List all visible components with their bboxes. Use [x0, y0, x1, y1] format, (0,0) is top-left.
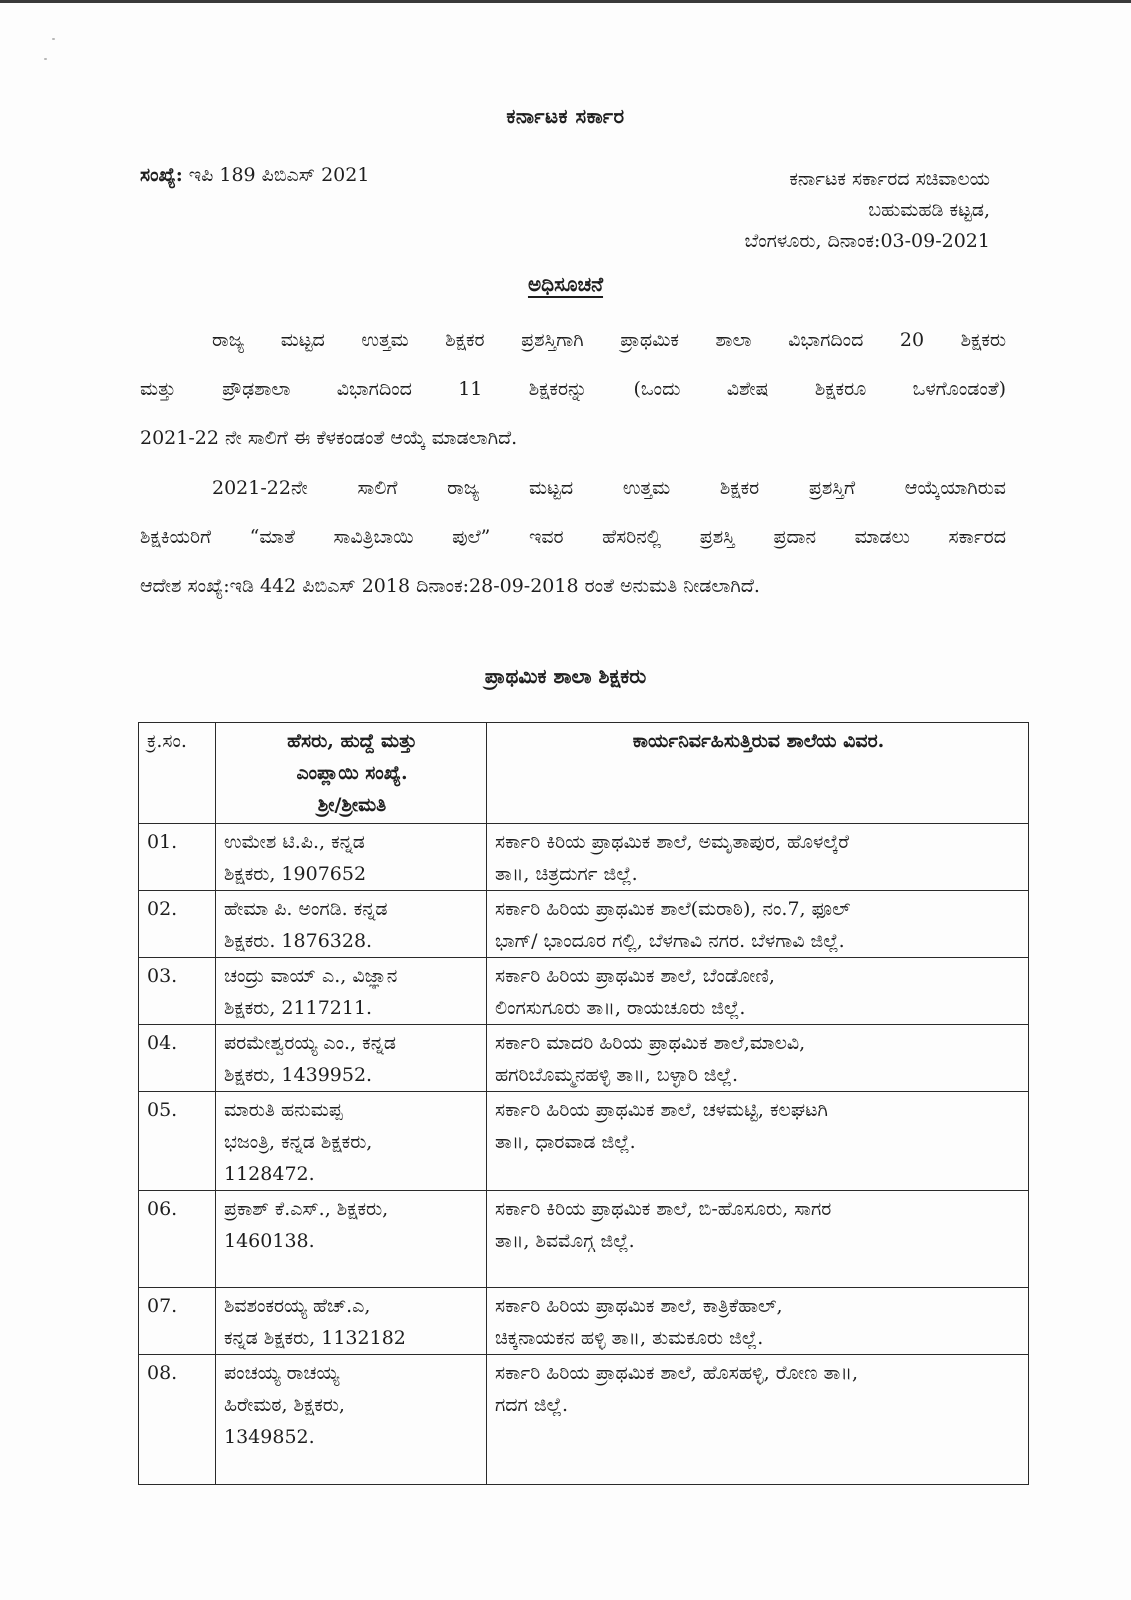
school-cell — [487, 1288, 1029, 1355]
table-row — [139, 1092, 1029, 1191]
name-line: ಭಜಂತ್ರಿ, ಕನ್ನಡ ಶಿಕ್ಷಕರು, — [224, 1131, 373, 1153]
school-cell — [487, 958, 1029, 1025]
school-line: ಲಿಂಗಸುಗೂರು ತಾ॥, ರಾಯಚೂರು ಜಿಲ್ಲೆ. — [495, 997, 746, 1019]
table-row — [139, 958, 1029, 1025]
name-line: ಹೇಮಾ ಪಿ. ಅಂಗಡಿ. ಕನ್ನಡ — [224, 898, 388, 920]
teachers-table — [138, 722, 1029, 1485]
serial-cell: 02. — [139, 891, 216, 958]
name-cell — [216, 1092, 487, 1191]
paragraph-line: 2021-22ನೇ ಸಾಲಿಗೆ ರಾಜ್ಯ ಮಟ್ಟದ ಉತ್ತಮ ಶಿಕ್ಷಕರ ಪ್ರಶಸ್ತಿಗೆ ಆಯ್ಕೆಯಾಗಿರುವ — [212, 477, 1006, 499]
name-line: 1349852. — [224, 1426, 315, 1448]
name-line: ಶಿಕ್ಷಕರು, 1439952. — [224, 1064, 373, 1086]
paragraph-line: 2021-22 ನೇ ಸಾಲಿಗೆ ಈ ಕೆಳಕಂಡಂತೆ ಆಯ್ಕೆ ಮಾಡಲಾಗಿದೆ. — [140, 427, 518, 449]
school-cell — [487, 1025, 1029, 1092]
serial-cell: 03. — [139, 958, 216, 1025]
office-line: ಬಹುಮಹಡಿ ಕಟ್ಟಡ, — [868, 199, 990, 221]
school-line: ಚಿಕ್ಕನಾಯಕನ ಹಳ್ಳಿ ತಾ॥, ತುಮಕೂರು ಜಿಲ್ಲೆ. — [495, 1327, 764, 1349]
paragraph-line: ರಾಜ್ಯ ಮಟ್ಟದ ಉತ್ತಮ ಶಿಕ್ಷಕರ ಪ್ರಶಸ್ತಿಗಾಗಿ ಪ್ರಾಥಮಿಕ ಶಾಲಾ ವಿಭಾಗದಿಂದ 20 ಶಿಕ್ಷಕರು — [212, 329, 1006, 351]
name-cell — [216, 824, 487, 891]
name-line: ಕನ್ನಡ ಶಿಕ್ಷಕರು, 1132182 — [224, 1327, 406, 1349]
paragraph-award-name — [140, 464, 1006, 611]
name-cell — [216, 958, 487, 1025]
school-line: ತಾ॥, ಶಿವಮೊಗ್ಗ ಜಿಲ್ಲೆ. — [495, 1230, 635, 1252]
header-school: ಕಾರ್ಯನಿರ್ವಹಿಸುತ್ತಿರುವ ಶಾಲೆಯ ವಿವರ. — [487, 723, 1029, 824]
office-date-line: ಬೆಂಗಳೂರು, ದಿನಾಂಕ:03-09-2021 — [744, 230, 990, 252]
name-line: ಚಂದ್ರು ವಾಯ್ ಎ., ವಿಜ್ಞಾನ — [224, 965, 398, 987]
name-line: ಪಂಚಯ್ಯ ರಾಚಯ್ಯ — [224, 1362, 340, 1384]
name-line: ಶಿಕ್ಷಕರು. 1876328. — [224, 930, 373, 952]
school-line: ಗದಗ ಜಿಲ್ಲೆ. — [495, 1394, 569, 1416]
name-line: ಪ್ರಕಾಶ್ ಕೆ.ಎಸ್., ಶಿಕ್ಷಕರು, — [224, 1198, 389, 1220]
table-row — [139, 1288, 1029, 1355]
table-row — [139, 891, 1029, 958]
name-line: ಶಿಕ್ಷಕರು, 2117211. — [224, 997, 373, 1019]
paragraph-line: ಆದೇಶ ಸಂಖ್ಯೆ:ಇಡಿ 442 ಪಿಬಿಎಸ್ 2018 ದಿನಾಂಕ:28-09-2018 ರಂತೆ ಅನುಮತಿ ನೀಡಲಾಗಿದೆ. — [140, 575, 760, 597]
table-row — [139, 1355, 1029, 1485]
school-line: ತಾ॥, ಚಿತ್ರದುರ್ಗ ಜಿಲ್ಲೆ. — [495, 863, 638, 885]
name-line: 1460138. — [224, 1230, 315, 1252]
school-line: ಸರ್ಕಾರಿ ಹಿರಿಯ ಪ್ರಾಥಮಿಕ ಶಾಲೆ(ಮರಾಠಿ), ನಂ.7, ಫೂಲ್ — [495, 898, 851, 920]
table-row — [139, 1025, 1029, 1092]
scan-speck — [44, 58, 47, 60]
order-number-value: ಇಪಿ 189 ಪಿಬಿಎಸ್ 2021 — [188, 164, 370, 186]
school-line: ಸರ್ಕಾರಿ ಹಿರಿಯ ಪ್ರಾಥಮಿಕ ಶಾಲೆ, ಚಳಮಟ್ಟಿ, ಕಲಘಟಗಿ — [495, 1099, 828, 1121]
scan-speck — [52, 38, 55, 40]
order-number — [140, 164, 369, 186]
section-title: ಪ್ರಾಥಮಿಕ ಶಾಲಾ ಶಿಕ್ಷಕರು — [484, 664, 647, 688]
name-line: ಮಾರುತಿ ಹನುಮಪ್ಪ — [224, 1099, 343, 1121]
school-line: ಸರ್ಕಾರಿ ಹಿರಿಯ ಪ್ರಾಥಮಿಕ ಶಾಲೆ, ಹೊಸಹಳ್ಳಿ, ರೋಣ ತಾ॥, — [495, 1362, 859, 1384]
school-cell — [487, 891, 1029, 958]
school-cell — [487, 1191, 1029, 1288]
header-name — [216, 723, 487, 824]
serial-cell: 06. — [139, 1191, 216, 1288]
name-cell — [216, 1025, 487, 1092]
serial-cell: 01. — [139, 824, 216, 891]
school-line: ಭಾಗ್/ ಭಾಂದೂರ ಗಲ್ಲಿ, ಬೆಳಗಾವಿ ನಗರ. ಬೆಳಗಾವಿ ಜಿಲ್ಲೆ. — [495, 930, 845, 952]
name-line: ಶಿಕ್ಷಕರು, 1907652 — [224, 863, 367, 885]
school-line: ಸರ್ಕಾರಿ ಹಿರಿಯ ಪ್ರಾಥಮಿಕ ಶಾಲೆ, ಬೆಂಡೋಣಿ, — [495, 965, 775, 987]
school-line: ಹಗರಿಬೊಮ್ಮನಹಳ್ಳಿ ತಾ॥, ಬಳ್ಳಾರಿ ಜಿಲ್ಲೆ. — [495, 1064, 739, 1086]
school-cell — [487, 1355, 1029, 1485]
name-line: 1128472. — [224, 1163, 315, 1185]
header-name-line: ಶ್ರೀ/ಶ್ರೀಮತಿ — [317, 794, 387, 816]
office-line: ಕರ್ನಾಟಕ ಸರ್ಕಾರದ ಸಚಿವಾಲಯ — [789, 168, 990, 190]
header-name-line: ಹೆಸರು, ಹುದ್ದೆ ಮತ್ತು — [287, 730, 417, 752]
name-line: ಉಮೇಶ ಟಿ.ಪಿ., ಕನ್ನಡ — [224, 831, 365, 853]
name-cell — [216, 1191, 487, 1288]
paragraph-line: ಮತ್ತು ಪ್ರೌಢಶಾಲಾ ವಿಭಾಗದಿಂದ 11 ಶಿಕ್ಷಕರನ್ನು (ಒಂದು ವಿಶೇಷ ಶಿಕ್ಷಕರೂ ಒಳಗೊಂಡಂತೆ) — [140, 378, 1006, 400]
office-address — [660, 164, 990, 257]
school-line: ಸರ್ಕಾರಿ ಹಿರಿಯ ಪ್ರಾಥಮಿಕ ಶಾಲೆ, ಕಾತ್ರಿಕೆಹಾಲ್, — [495, 1295, 783, 1317]
header-serial: ಕ್ರ.ಸಂ. — [139, 723, 216, 824]
school-cell — [487, 824, 1029, 891]
notification-title-text: ಅಧಿಸೂಚನೆ — [527, 272, 604, 296]
name-cell — [216, 1355, 487, 1485]
name-line: ಶಿವಶಂಕರಯ್ಯ ಹೆಚ್.ಎ, — [224, 1295, 371, 1317]
school-cell — [487, 1092, 1029, 1191]
school-line: ಸರ್ಕಾರಿ ಕಿರಿಯ ಪ್ರಾಥಮಿಕ ಶಾಲೆ, ಅಮೃತಾಪುರ, ಹೊಳಲ್ಕೆರೆ — [495, 831, 850, 853]
notification-title — [0, 272, 1131, 296]
school-line: ಸರ್ಕಾರಿ ಕಿರಿಯ ಪ್ರಾಥಮಿಕ ಶಾಲೆ, ಬಿ-ಹೊಸೂರು, ಸಾಗರ — [495, 1198, 832, 1220]
name-cell — [216, 891, 487, 958]
page-top-edge — [0, 0, 1131, 3]
school-line: ತಾ॥, ಧಾರವಾಡ ಜಿಲ್ಲೆ. — [495, 1131, 636, 1153]
name-line: ಹಿರೇಮಠ, ಶಿಕ್ಷಕರು, — [224, 1394, 345, 1416]
school-line: ಸರ್ಕಾರಿ ಮಾದರಿ ಹಿರಿಯ ಪ್ರಾಥಮಿಕ ಶಾಲೆ,ಮಾಲವಿ, — [495, 1032, 806, 1054]
government-title: ಕರ್ನಾಟಕ ಸರ್ಕಾರ — [506, 104, 625, 128]
name-line: ಪರಮೇಶ್ವರಯ್ಯ ಎಂ., ಕನ್ನಡ — [224, 1032, 396, 1054]
table-row — [139, 1191, 1029, 1288]
serial-cell: 07. — [139, 1288, 216, 1355]
name-cell — [216, 1288, 487, 1355]
serial-cell: 08. — [139, 1355, 216, 1485]
paragraph-line: ಶಿಕ್ಷಕಿಯರಿಗೆ “ಮಾತೆ ಸಾವಿತ್ರಿಬಾಯಿ ಪುಲೆ” ಇವರ ಹೆಸರಿನಲ್ಲಿ ಪ್ರಶಸ್ತಿ ಪ್ರದಾನ ಮಾಡಲು ಸರ್ಕಾರದ — [140, 526, 1006, 548]
order-number-label: ಸಂಖ್ಯೆ: — [140, 164, 183, 186]
paragraph-selection — [140, 316, 1006, 463]
serial-cell: 04. — [139, 1025, 216, 1092]
header-name-line: ಎಂಪ್ಲಾಯಿ ಸಂಖ್ಯೆ. — [296, 762, 408, 784]
table-row — [139, 824, 1029, 891]
serial-cell: 05. — [139, 1092, 216, 1191]
table-header-row — [139, 723, 1029, 824]
